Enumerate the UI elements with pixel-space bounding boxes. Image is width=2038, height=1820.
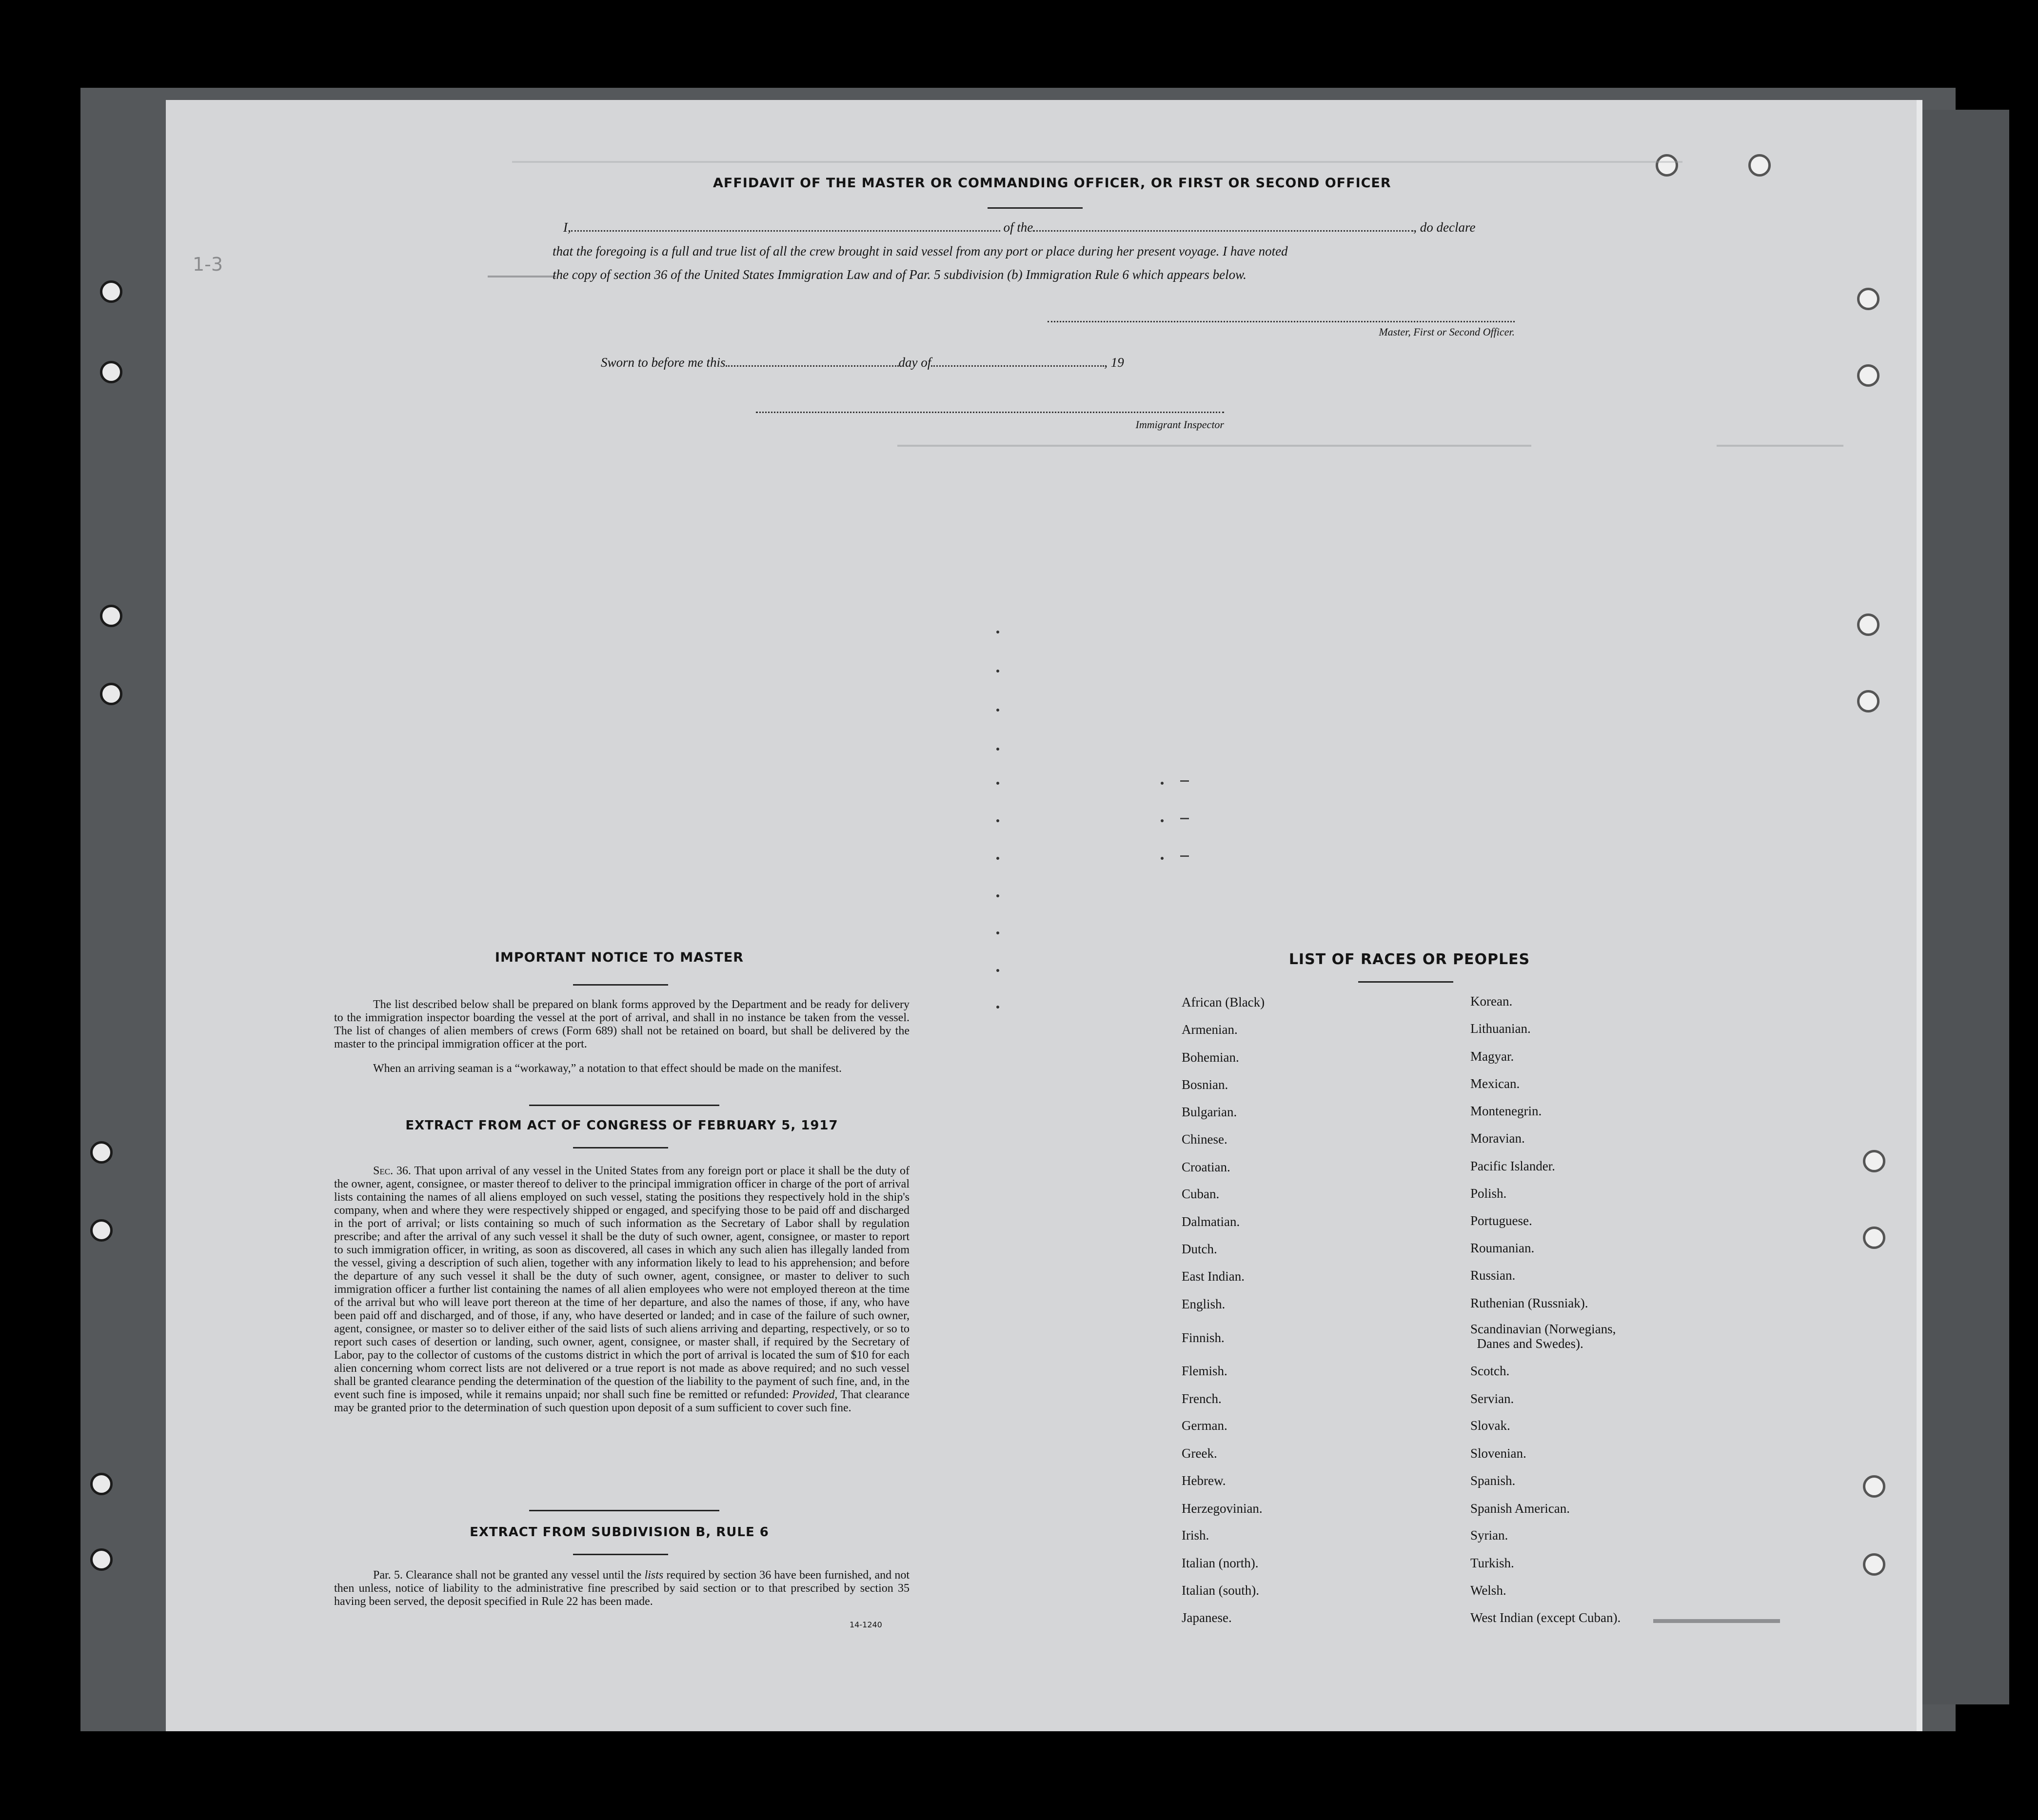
bleed-through-mark xyxy=(1653,1619,1780,1623)
race-item: East Indian. xyxy=(1182,1269,1245,1284)
punch-hole xyxy=(1748,154,1771,177)
race-item: Bohemian. xyxy=(1182,1050,1239,1065)
column-dash xyxy=(1180,855,1189,857)
declaration-declare: , do declare xyxy=(1413,220,1476,235)
punch-hole xyxy=(1863,1150,1885,1172)
rule-lists-word: lists xyxy=(644,1569,664,1582)
column-speck xyxy=(996,631,999,633)
notice-rule xyxy=(573,984,668,986)
column-speck xyxy=(1161,819,1164,822)
name-blank[interactable] xyxy=(571,219,1000,232)
race-item: Bulgarian. xyxy=(1182,1105,1237,1119)
race-item: Lithuanian. xyxy=(1470,1021,1531,1036)
bleed-through-mark xyxy=(488,276,556,277)
race-item: Scotch. xyxy=(1470,1364,1510,1378)
race-item: Cuban. xyxy=(1182,1187,1220,1201)
race-item: African (Black) xyxy=(1182,995,1265,1009)
races-rule xyxy=(1358,981,1453,983)
act-section-label: Sec. 36. xyxy=(373,1165,411,1177)
column-speck xyxy=(996,670,999,673)
race-item: Japanese. xyxy=(1182,1610,1232,1625)
margin-mark: 1-3 xyxy=(193,254,223,275)
column-speck xyxy=(996,894,999,897)
race-item: Greek. xyxy=(1182,1446,1217,1461)
race-item: Roumanian. xyxy=(1470,1241,1535,1255)
race-item: Montenegrin. xyxy=(1470,1104,1542,1118)
master-caption: Master, First or Second Officer. xyxy=(1379,326,1515,338)
punch-hole xyxy=(100,361,122,383)
column-dash xyxy=(1180,780,1189,782)
punch-hole xyxy=(100,280,122,303)
column-speck xyxy=(996,819,999,822)
race-item: Moravian. xyxy=(1470,1131,1525,1146)
race-item: Herzegovinian. xyxy=(1182,1501,1263,1516)
race-item: Bosnian. xyxy=(1182,1077,1228,1092)
inspector-caption: Immigrant Inspector xyxy=(1135,418,1224,431)
punch-hole xyxy=(90,1219,113,1242)
declaration-line-1 xyxy=(563,219,1539,235)
column-dash xyxy=(1180,818,1189,819)
race-item: Mexican. xyxy=(1470,1076,1520,1091)
bleed-through-mark xyxy=(897,445,1531,447)
race-item: Scandinavian (Norwegians, Danes and Swedes). xyxy=(1470,1322,1616,1351)
act-extract-title: EXTRACT FROM ACT OF CONGRESS OF FEBRUARY 5, 1917 xyxy=(405,1118,838,1133)
column-speck xyxy=(1161,782,1164,785)
race-item: Korean. xyxy=(1470,994,1513,1009)
sworn-year: , 19 xyxy=(1104,355,1124,370)
title-rule xyxy=(988,207,1083,209)
act-body-text: That upon arrival of any vessel in the United States from any foreign port or place it shall be the duty of the owner, agent, consignee, or master thereof to deliver to the principal immigration officer in charge of the port of arrival lists containing the names of all aliens employed on such vessel, stating the positions they respectively hold in the ship's company, when and where they were respectively shipped or engaged, and specifying those to be paid off and discharged in the port of arrival; or lists containing so much of such information as the Secretary of Labor shall by regulation prescribe; and after the arrival of any such vessel it shall be the duty of such owner, agent, consignee, or master to report to such immigration officer, in writing, as soon as discovered, all cases in which any such alien has illegally landed from the vessel, giving a description of such alien, together with any information likely to lead to his apprehension; and before the departure of any such vessel it shall be the duty of such owner, agent, consignee, or master to deliver to such immigration officer a further list containing the names of all alien employees who were not employed thereon at the time of the arrival but who will leave port thereon at the time of her departure, and also the names of those, if any, who have been paid off and discharged, and of those, if any, who have deserted or landed; and in case of the failure of such owner, agent, consignee, or master so to deliver either of the said lists of such aliens arriving and departing, respectively, or so to report such cases of desertion or landing, such owner, agent, consignee, or master shall, if required by the Secretary of Labor, pay to the collector of customs of the customs district in which the port of arrival is located the sum of $10 for each alien concerning whom correct lists are not delivered or a true report is not made as above required; and no such vessel shall be granted clearance pending the determination of the question of the liability to the payment of such fine, and, in the event such fine is imposed, while it remains unpaid; nor shall such fine be remitted or refunded: xyxy=(334,1165,910,1401)
race-item: Dalmatian. xyxy=(1182,1214,1240,1229)
race-item: Italian (north). xyxy=(1182,1556,1259,1570)
race-item: Polish. xyxy=(1470,1186,1507,1201)
affidavit-title: AFFIDAVIT OF THE MASTER OR COMMANDING OFFICER, OR FIRST OR SECOND OFFICER xyxy=(713,176,1391,191)
punch-hole xyxy=(1857,690,1880,712)
races-title: LIST OF RACES OR PEOPLES xyxy=(1288,951,1530,968)
underlying-page xyxy=(1912,110,2009,1704)
punch-hole xyxy=(1863,1227,1885,1249)
race-item: West Indian (except Cuban). xyxy=(1470,1610,1621,1625)
declaration-i: I, xyxy=(563,220,571,235)
column-speck xyxy=(996,1006,999,1009)
race-item: Welsh. xyxy=(1470,1583,1506,1598)
punch-hole xyxy=(90,1548,113,1571)
punch-hole xyxy=(100,683,122,705)
column-speck xyxy=(996,748,999,751)
notice-paragraph-1: The list described below shall be prepared on blank forms approved by the Department and be ready for delivery to the immigration inspector boarding the vessel at the port of arrival, and shall in no instance be taken from the vessel. The list of changes of alien members of crews (Form 689) shall not be retained on board, but shall be delivered by the master to the principal immigration officer at the port. xyxy=(334,998,910,1050)
race-item: Hebrew. xyxy=(1182,1473,1226,1488)
declaration-line-2: that the foregoing is a full and true list of all the crew brought in said vessel from any port or place during her present voyage. I have noted xyxy=(553,244,1288,258)
race-item: Flemish. xyxy=(1182,1364,1227,1378)
rule-extract-title: EXTRACT FROM SUBDIVISION B, RULE 6 xyxy=(470,1525,769,1540)
sworn-month-blank[interactable] xyxy=(931,355,1104,367)
page-edge xyxy=(1917,100,1922,1731)
race-item: Dutch. xyxy=(1182,1242,1217,1256)
column-speck xyxy=(996,857,999,860)
section-rule xyxy=(529,1105,719,1106)
race-item: Magyar. xyxy=(1470,1049,1514,1064)
punch-hole xyxy=(1857,364,1880,387)
race-item: Russian. xyxy=(1470,1268,1516,1283)
punch-hole xyxy=(1863,1553,1885,1576)
race-item: Spanish American. xyxy=(1470,1501,1570,1516)
race-item: Finnish. xyxy=(1182,1330,1225,1345)
race-item: Italian (south). xyxy=(1182,1583,1259,1598)
sworn-day-blank[interactable] xyxy=(726,355,899,367)
act-extract-body xyxy=(334,1165,910,1415)
punch-hole xyxy=(100,605,122,627)
race-item: Servian. xyxy=(1470,1391,1514,1406)
race-item: Spanish. xyxy=(1470,1473,1516,1488)
declaration-of-the: of the xyxy=(1003,220,1033,235)
form-number: 14-1240 xyxy=(850,1620,882,1629)
column-speck xyxy=(1161,857,1164,860)
column-speck xyxy=(996,782,999,785)
race-item: French. xyxy=(1182,1391,1222,1406)
bleed-through-mark xyxy=(1717,445,1843,447)
race-item: Irish. xyxy=(1182,1528,1209,1543)
form-page xyxy=(166,100,1921,1731)
rule-body-a: Par. 5. Clearance shall not be granted any vessel until the xyxy=(373,1569,642,1582)
column-speck xyxy=(996,709,999,712)
bleed-through-mark xyxy=(512,161,1682,163)
punch-hole xyxy=(90,1473,113,1495)
punch-hole xyxy=(1857,288,1880,310)
rule-rule xyxy=(573,1554,668,1555)
act-provided: Provided, xyxy=(792,1388,838,1401)
race-item: Slovenian. xyxy=(1470,1446,1526,1461)
act-rule xyxy=(573,1147,668,1148)
punch-hole xyxy=(90,1141,113,1164)
race-item: German. xyxy=(1182,1418,1227,1433)
column-speck xyxy=(996,969,999,972)
master-signature-blank[interactable] xyxy=(1048,310,1515,322)
sworn-text: Sworn to before me this xyxy=(601,355,726,370)
race-item: Turkish. xyxy=(1470,1556,1514,1570)
rule-body-b: required by section 36 have been furnished, and not then unless, notice of liability to the administrative fine prescribed by said section or to that prescribed by section 35 having been served, the deposit specified in Rule 22 has been made. xyxy=(334,1569,910,1608)
race-item: Chinese. xyxy=(1182,1132,1227,1147)
sworn-day-of: day of xyxy=(898,355,931,370)
punch-hole xyxy=(1857,613,1880,636)
inspector-signature-blank[interactable] xyxy=(756,401,1224,413)
notice-title: IMPORTANT NOTICE TO MASTER xyxy=(495,950,744,965)
punch-hole xyxy=(1656,154,1678,177)
declaration-line-3: the copy of section 36 of the United States Immigration Law and of Par. 5 subdivision (b) Immigration Rule 6 which appears below. xyxy=(553,267,1247,282)
race-item: Portuguese. xyxy=(1470,1213,1532,1228)
act-body-end: That clearance may be granted prior to the determination of such question upon deposit of a sum sufficient to cover such fine. xyxy=(334,1388,910,1414)
race-item: Croatian. xyxy=(1182,1160,1230,1174)
vessel-blank[interactable] xyxy=(1033,219,1413,232)
punch-hole xyxy=(1863,1475,1885,1498)
column-speck xyxy=(996,931,999,934)
section-rule xyxy=(529,1510,719,1511)
race-item: Slovak. xyxy=(1470,1418,1510,1433)
rule-extract-body xyxy=(334,1569,910,1608)
sworn-line xyxy=(601,355,1124,370)
race-item: Pacific Islander. xyxy=(1470,1159,1555,1173)
notice-paragraph-2: When an arriving seaman is a “workaway,” a notation to that effect should be made on the manifest. xyxy=(373,1062,842,1075)
race-item: Armenian. xyxy=(1182,1022,1238,1037)
race-item: Ruthenian (Russniak). xyxy=(1470,1296,1588,1310)
race-item: Syrian. xyxy=(1470,1528,1508,1543)
race-item: English. xyxy=(1182,1297,1226,1311)
